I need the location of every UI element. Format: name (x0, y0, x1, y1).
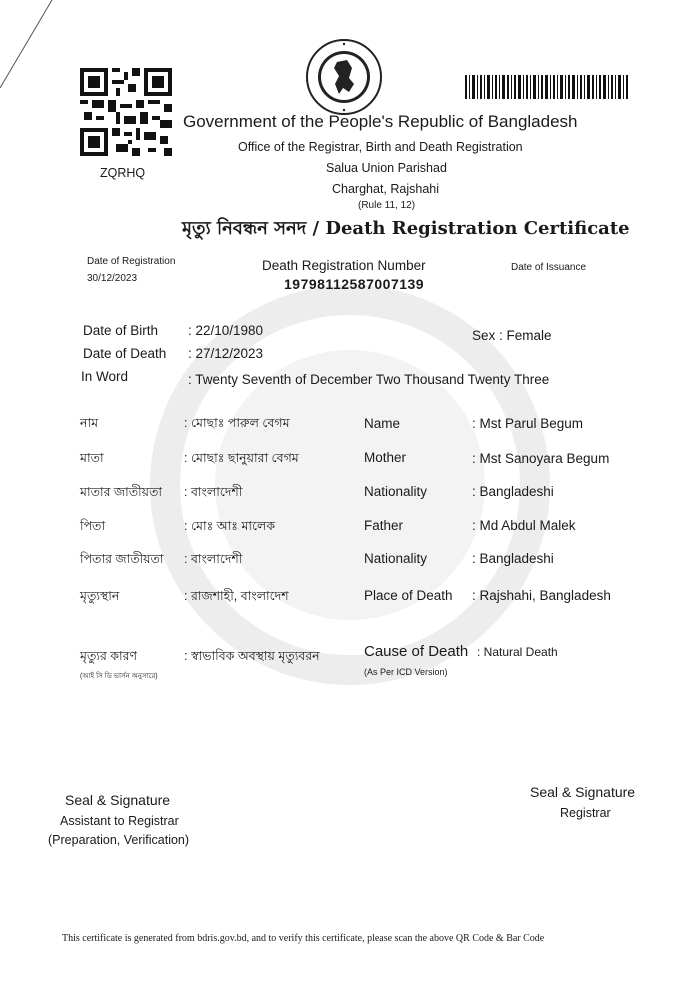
date-of-issuance-label: Date of Issuance (511, 262, 587, 273)
sex-value: Sex : Female (472, 328, 552, 343)
en-value-father: : Md Abdul Malek (472, 518, 576, 533)
corner-line (0, 0, 60, 100)
bn-value-mother-nationality: : বাংলাদেশী (184, 485, 243, 499)
en-value-father-nationality: : Bangladeshi (472, 551, 554, 566)
registration-number-label: Death Registration Number (262, 258, 426, 273)
en-label-father-nationality: Nationality (364, 551, 428, 566)
en-label-father: Father (364, 518, 404, 533)
bn-label-cause-of-death: মৃত্যুর কারণ (80, 649, 138, 663)
bn-label-father: পিতা (80, 519, 106, 533)
union-name: Salua Union Parishad (326, 161, 447, 175)
en-value-place-of-death: : Rajshahi, Bangladesh (472, 588, 611, 603)
bn-value-mother: : মোছাঃ ছানুয়ারা বেগম (184, 451, 299, 465)
bn-label-mother: মাতা (80, 451, 104, 465)
barcode-icon[interactable] (465, 75, 628, 99)
en-value-name: : Mst Parul Begum (472, 416, 584, 431)
en-label-mother: Mother (364, 450, 407, 465)
location: Charghat, Rajshahi (332, 182, 440, 196)
bn-value-place-of-death: : রাজশাহী, বাংলাদেশ (184, 589, 289, 603)
date-of-birth-value: : 22/10/1980 (188, 323, 264, 338)
bn-value-cause-of-death: : স্বাভাবিক অবস্থায় মৃত্যুবরন (184, 649, 320, 663)
right-signature-role: Registrar (560, 806, 611, 820)
bn-note-icd: (আই সি ডি ভার্সন অনুসারে) (80, 673, 158, 680)
en-label-name: Name (364, 416, 401, 431)
en-label-cause-of-death: Cause of Death (364, 643, 469, 660)
rule-reference: (Rule 11, 12) (358, 200, 416, 211)
qr-code-icon[interactable] (80, 68, 172, 156)
in-word-label: In Word (81, 369, 129, 384)
en-value-cause-of-death: : Natural Death (477, 645, 558, 659)
verification-footer: This certificate is generated from bdris.gov.bd, and to verify this certificate, please scan the above QR Code & Bar Code (62, 933, 545, 944)
date-of-death-value: : 27/12/2023 (188, 346, 264, 361)
left-signature-role: Assistant to Registrar (60, 814, 179, 828)
en-label-place-of-death: Place of Death (364, 588, 453, 603)
left-signature-note: (Preparation, Verification) (48, 833, 190, 847)
en-note-icd: (As Per ICD Version) (364, 667, 448, 677)
left-signature-title: Seal & Signature (65, 792, 171, 808)
in-word-value: : Twenty Seventh of December Two Thousand Twenty Three (188, 372, 550, 387)
date-of-death-label: Date of Death (83, 346, 167, 361)
en-value-mother-nationality: : Bangladeshi (472, 484, 554, 499)
certificate-title: মৃত্যু নিবন্ধন সনদ / Death Registration Certificate (182, 218, 630, 239)
watermark-seal-center (215, 350, 485, 620)
date-of-birth-label: Date of Birth (83, 323, 159, 338)
qr-code-label: ZQRHQ (100, 166, 146, 180)
government-title: Government of the People's Republic of Bangladesh (183, 112, 578, 131)
office-name: Office of the Registrar, Birth and Death Registration (238, 140, 523, 154)
bn-value-father-nationality: : বাংলাদেশী (184, 552, 243, 566)
bn-label-mother-nationality: মাতার জাতীয়তা (80, 485, 163, 499)
bn-label-name: নাম (80, 416, 99, 430)
en-value-mother: : Mst Sanoyara Begum (472, 451, 610, 466)
date-of-registration-label: Date of Registration (87, 256, 176, 267)
bn-label-father-nationality: পিতার জাতীয়তা (80, 552, 164, 566)
government-emblem-icon (305, 38, 383, 116)
bn-value-father: : মোঃ আঃ মালেক (184, 519, 276, 533)
date-of-registration-value: 30/12/2023 (87, 273, 138, 284)
bn-label-place-of-death: মৃত্যুস্থান (80, 589, 120, 603)
bn-value-name: : মোছাঃ পারুল বেগম (184, 416, 290, 430)
right-signature-title: Seal & Signature (530, 784, 636, 800)
en-label-mother-nationality: Nationality (364, 484, 428, 499)
registration-number: 19798112587007139 (284, 276, 425, 292)
